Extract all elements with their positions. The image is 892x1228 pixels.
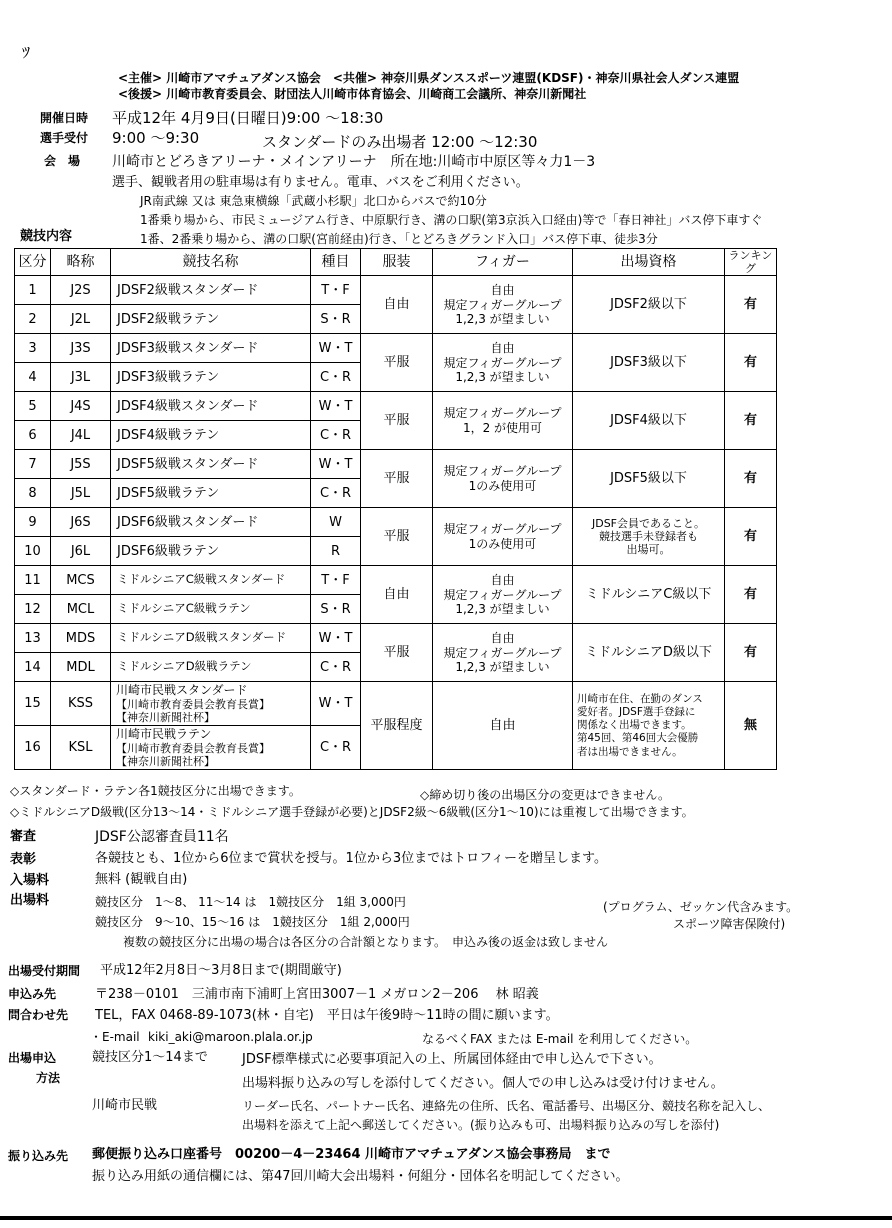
group-qualification: [573, 508, 725, 566]
fee-note2: スポーツ障害保険付): [673, 917, 786, 931]
row-event: R: [311, 537, 361, 566]
group-ranking: 有: [725, 508, 777, 566]
row-abbr: MDL: [51, 653, 111, 682]
row-abbr: KSL: [51, 726, 111, 770]
group-dress: 平服: [361, 508, 433, 566]
group-qualification: JDSF2級以下: [573, 276, 725, 334]
row-abbr: J3L: [51, 363, 111, 392]
venue-note3: 1番乗り場から、市民ミュージアム行き、中原駅行き、溝の口駅(第3京浜入口経由)等で「春日神社」バス停下車すぐ: [140, 213, 763, 227]
qualification-line: 出場可。: [626, 543, 671, 557]
figure-line: 1のみ使用可: [468, 536, 537, 551]
row-no: 16: [15, 726, 51, 770]
row-name: JDSF6級戦ラテン: [111, 537, 311, 566]
organizers-line1: <主催> 川崎市アマチュアダンス協会 <共催> 神奈川県ダンススポーツ連盟(KDSF)・神奈川県社会人ダンス連盟: [118, 71, 740, 85]
row-event: W・T: [311, 624, 361, 653]
row-name: JDSF5級戦ラテン: [111, 479, 311, 508]
row-event: W・T: [311, 682, 361, 726]
figure-line: 規定フィガーグループ: [443, 587, 562, 602]
row-abbr: J4L: [51, 421, 111, 450]
transfer-label: 振り込み先: [8, 1149, 69, 1163]
header-qualification: 出場資格: [573, 249, 725, 276]
table-row: [15, 624, 777, 653]
figure-line: 自由: [490, 283, 515, 298]
header-figure: フィガー: [433, 249, 573, 276]
reception-value: 9:00 ～9:30: [112, 129, 200, 147]
row-no: 6: [15, 421, 51, 450]
venue-note4: 1番、2番乗り場から、溝の口駅(宮前経由)行き、「とどろきグランド入口」バス停下車、徒歩3分: [140, 232, 658, 246]
row-no: 11: [15, 566, 51, 595]
row-name: ミドルシニアD級戦ラテン: [111, 653, 311, 682]
row-abbr: MCS: [51, 566, 111, 595]
row-name: [111, 682, 311, 726]
fee-note1: (プログラム、ゼッケン代含みます。: [603, 900, 799, 914]
figure-line: 規定フィガーグループ: [443, 645, 562, 660]
venue-label: 会 場: [44, 154, 81, 168]
group-figure: [433, 450, 573, 508]
table-title: 競技内容: [20, 229, 73, 244]
group-figure: 自由: [433, 682, 573, 770]
header-name: 競技名称: [111, 249, 311, 276]
row-event: W・T: [311, 392, 361, 421]
row-abbr: J2L: [51, 305, 111, 334]
table-header-row: [15, 249, 777, 276]
period-value: 平成12年2月8日～3月8日まで(期間厳守): [100, 963, 342, 978]
bottom-border: [0, 1216, 892, 1220]
row-name-sub: 【川崎市教育委員会教育長賞】: [116, 697, 270, 711]
row-no: 3: [15, 334, 51, 363]
transfer-value: 郵便振り込み口座番号 00200－4－23464 川崎市アマチュアダンス協会事務局 まで: [92, 1147, 611, 1162]
group-ranking: 有: [725, 624, 777, 682]
row-event: C・R: [311, 479, 361, 508]
row-name: JDSF5級戦スタンダード: [111, 450, 311, 479]
row-name-sub: 【川崎市教育委員会教育長賞】: [116, 741, 270, 755]
row-event: W: [311, 508, 361, 537]
group-dress: 平服: [361, 450, 433, 508]
judge-value: JDSF公認審査員11名: [95, 829, 229, 845]
row-name: JDSF6級戦スタンダード: [111, 508, 311, 537]
method-label: 出場申込: [8, 1051, 57, 1065]
table-row: [15, 392, 777, 421]
group-ranking: 無: [725, 682, 777, 770]
row-abbr: J5L: [51, 479, 111, 508]
row-name: JDSF4級戦ラテン: [111, 421, 311, 450]
group-ranking: 有: [725, 566, 777, 624]
award-label: 表彰: [10, 852, 37, 867]
fee-label: 出場料: [10, 893, 50, 908]
row-event: T・F: [311, 276, 361, 305]
row-abbr: MDS: [51, 624, 111, 653]
header-event: 種目: [311, 249, 361, 276]
figure-line: 規定フィガーグループ: [443, 522, 562, 537]
note-1: ◇スタンダード・ラテン各1競技区分に出場できます。: [10, 784, 301, 798]
organizers-line2: <後援> 川崎市教育委員会、財団法人川崎市体育協会、川崎商工会議所、神奈川新聞社: [118, 87, 587, 101]
row-event: C・R: [311, 653, 361, 682]
group-dress: 平服: [361, 624, 433, 682]
group-qualification: ミドルシニアD級以下: [573, 624, 725, 682]
qualification-line: 川崎市在住、在勤のダンス: [577, 693, 703, 706]
figure-line: 規定フィガーグループ: [443, 464, 562, 479]
figure-line: 自由: [490, 573, 515, 588]
method-text-1: JDSF標準様式に必要事項記入の上、所属団体経由で申し込んで下さい。: [242, 1052, 662, 1067]
header-abbr: 略称: [51, 249, 111, 276]
qualification-line: 関係なく出場できます。: [577, 719, 692, 732]
apply-label: 申込み先: [8, 987, 57, 1001]
row-event: C・R: [311, 726, 361, 770]
table-row: [15, 276, 777, 305]
row-name: ミドルシニアC級戦スタンダード: [111, 566, 311, 595]
row-event: W・T: [311, 450, 361, 479]
method-sub-1: 競技区分1～14まで: [92, 1050, 208, 1065]
method-text-3: リーダー氏名、パートナー氏名、連絡先の住所、氏名、電話番号、出場区分、競技名称を記入し、: [242, 1099, 771, 1113]
row-abbr: J3S: [51, 334, 111, 363]
note-2: ◇締め切り後の出場区分の変更はできません。: [420, 788, 670, 802]
figure-line: 1，2 が使用可: [462, 420, 543, 435]
row-name: JDSF2級戦ラテン: [111, 305, 311, 334]
reception-standard: スタンダードのみ出場者 12:00 ～12:30: [262, 133, 538, 151]
venue-note1: 選手、観戦者用の駐車場は有りません。電車、バスをご利用ください。: [112, 175, 529, 190]
figure-line: 1のみ使用可: [468, 478, 537, 493]
method-text-2: 出場料振り込みの写しを添付してください。個人での申し込みは受け付けません。: [242, 1076, 724, 1091]
row-name: ミドルシニアD級戦スタンダード: [111, 624, 311, 653]
row-no: 12: [15, 595, 51, 624]
qualification-line: JDSF会員であること。: [591, 517, 706, 531]
table-row: [15, 566, 777, 595]
row-no: 7: [15, 450, 51, 479]
group-dress: 平服: [361, 334, 433, 392]
group-figure: [433, 508, 573, 566]
row-name: JDSF4級戦スタンダード: [111, 392, 311, 421]
row-no: 14: [15, 653, 51, 682]
row-name: [111, 726, 311, 770]
group-qualification: ミドルシニアC級以下: [573, 566, 725, 624]
date-label: 開催日時: [40, 111, 89, 125]
note-3: ◇ミドルシニアD級戦(区分13～14・ミドルシニア選手登録が必要)とJDSF2級～6級戦(区分1～10)には重複して出場できます。: [10, 805, 694, 819]
group-figure: [433, 566, 573, 624]
row-event: S・R: [311, 305, 361, 334]
qualification-line: 競技選手未登録者も: [599, 530, 698, 544]
fee-line2: 競技区分 9～10、15～16 は 1競技区分 1組 2,000円: [95, 915, 410, 929]
group-qualification: JDSF3級以下: [573, 334, 725, 392]
header-category: 区分: [15, 249, 51, 276]
row-abbr: J4S: [51, 392, 111, 421]
method-text-4: 出場料を添えて上記へ郵送してください。(振り込みも可、出場料振り込みの写しを添付): [242, 1118, 720, 1132]
row-event: C・R: [311, 421, 361, 450]
row-no: 15: [15, 682, 51, 726]
row-no: 1: [15, 276, 51, 305]
group-figure: [433, 276, 573, 334]
row-abbr: J6L: [51, 537, 111, 566]
judge-label: 審査: [10, 829, 37, 844]
reception-label: 選手受付: [40, 131, 89, 145]
fee-line3: 複数の競技区分に出場の場合は各区分の合計額となります。 申込み後の返金は致しません: [123, 935, 609, 949]
group-dress: 自由: [361, 276, 433, 334]
group-qualification: JDSF4級以下: [573, 392, 725, 450]
period-label: 出場受付期間: [8, 964, 81, 978]
transfer-note: 振り込み用紙の通信欄には、第47回川崎大会出場料・何組分・団体名を明記してください。: [92, 1169, 629, 1184]
apply-value: 〒238－0101 三浦市南下浦町上宮田3007－1 メガロン2－206 林 昭義: [95, 987, 539, 1002]
row-abbr: J5S: [51, 450, 111, 479]
group-figure: [433, 334, 573, 392]
figure-line: 規定フィガーグループ: [443, 406, 562, 421]
table-row: [15, 682, 777, 726]
row-abbr: KSS: [51, 682, 111, 726]
figure-line: 規定フィガーグループ: [443, 297, 562, 312]
group-dress: 自由: [361, 566, 433, 624]
figure-line: 自由: [490, 631, 515, 646]
group-figure: [433, 624, 573, 682]
table-row: [15, 450, 777, 479]
group-dress: 平服: [361, 392, 433, 450]
row-name-main: 川崎市民戦スタンダード: [116, 682, 248, 697]
header-dress: 服装: [361, 249, 433, 276]
row-no: 8: [15, 479, 51, 508]
group-ranking: 有: [725, 276, 777, 334]
group-ranking: 有: [725, 450, 777, 508]
row-name-sub: 【神奈川新聞社杯】: [116, 711, 215, 725]
row-event: W・T: [311, 334, 361, 363]
contact-label: 問合わせ先: [8, 1008, 69, 1022]
row-no: 10: [15, 537, 51, 566]
method-label-2: 方法: [36, 1071, 61, 1085]
figure-line: 自由: [490, 341, 515, 356]
row-no: 5: [15, 392, 51, 421]
corner-mark: ﾂ: [22, 43, 31, 62]
table-row: [15, 508, 777, 537]
group-qualification: JDSF5級以下: [573, 450, 725, 508]
method-sub-2: 川崎市民戦: [92, 1098, 158, 1113]
header-ranking: ランキング: [725, 249, 777, 276]
fee-line1: 競技区分 1～8、 11～14 は 1競技区分 1組 3,000円: [95, 895, 406, 909]
email-value[interactable]: kiki_aki@maroon.plala.or.jp: [148, 1030, 313, 1044]
row-event: C・R: [311, 363, 361, 392]
figure-line: 1,2,3 が望ましい: [455, 602, 550, 617]
table-row: [15, 334, 777, 363]
venue-value: 川崎市とどろきアリーナ・メインアリーナ 所在地:川崎市中原区等々力1－3: [112, 154, 596, 170]
email-label: ・E-mail: [90, 1030, 140, 1044]
email-note: なるべくFAX または E-mail を利用してください。: [422, 1032, 698, 1046]
row-event: T・F: [311, 566, 361, 595]
qualification-line: 者は出場できません。: [577, 745, 683, 758]
row-name: JDSF3級戦スタンダード: [111, 334, 311, 363]
group-qualification: [573, 682, 725, 770]
row-event: S・R: [311, 595, 361, 624]
figure-line: 1,2,3 が望ましい: [455, 312, 550, 327]
date-value: 平成12年 4月9日(日曜日)9:00 ～18:30: [112, 109, 384, 127]
row-no: 2: [15, 305, 51, 334]
competition-table: [14, 248, 777, 770]
figure-line: 1,2,3 が望ましい: [455, 660, 550, 675]
group-dress: 平服程度: [361, 682, 433, 770]
row-abbr: J6S: [51, 508, 111, 537]
qualification-line: 愛好者。JDSF選手登録に: [577, 706, 696, 719]
group-figure: [433, 392, 573, 450]
figure-line: 1,2,3 が望ましい: [455, 370, 550, 385]
row-name: JDSF2級戦スタンダード: [111, 276, 311, 305]
award-value: 各競技とも、1位から6位まで賞状を授与。1位から3位まではトロフィーを贈呈します。: [95, 851, 608, 866]
row-no: 13: [15, 624, 51, 653]
figure-line: 規定フィガーグループ: [443, 355, 562, 370]
row-name-main: 川崎市民戦ラテン: [116, 726, 212, 741]
row-abbr: MCL: [51, 595, 111, 624]
group-ranking: 有: [725, 334, 777, 392]
row-no: 4: [15, 363, 51, 392]
row-no: 9: [15, 508, 51, 537]
entry-label: 入場料: [10, 873, 50, 888]
row-name: JDSF3級戦ラテン: [111, 363, 311, 392]
contact-value: TEL，FAX 0468-89-1073(林・自宅) 平日は午後9時～11時の間に願います。: [95, 1008, 559, 1023]
group-ranking: 有: [725, 392, 777, 450]
qualification-line: 第45回、第46回大会優勝: [577, 732, 699, 745]
row-name: ミドルシニアC級戦ラテン: [111, 595, 311, 624]
row-name-sub: 【神奈川新聞社杯】: [116, 755, 215, 769]
venue-note2: JR南武線 又は 東急東横線「武蔵小杉駅」北口からバスで約10分: [140, 194, 487, 208]
entry-value: 無料 (観戦自由): [95, 872, 188, 887]
row-abbr: J2S: [51, 276, 111, 305]
